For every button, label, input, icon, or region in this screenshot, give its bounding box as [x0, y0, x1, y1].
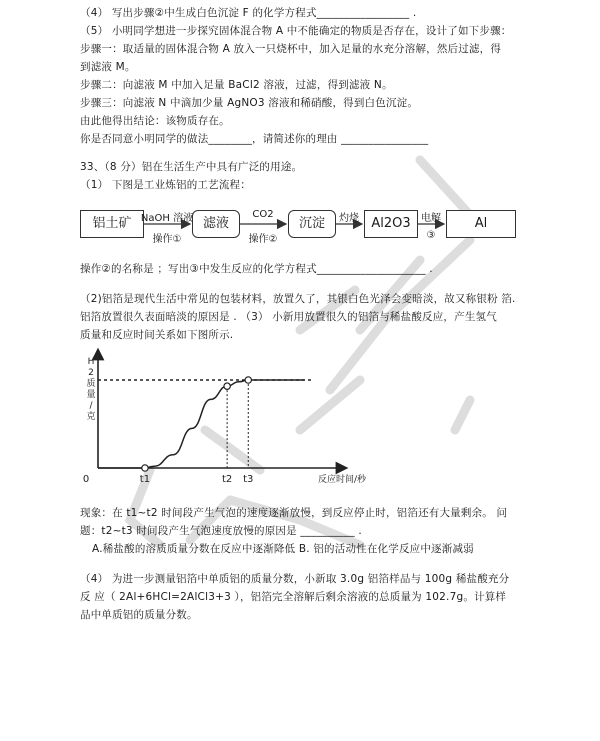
options-line: A.稀盐酸的溶质质量分数在反应中逐渐降低 B. 铝的活动性在化学反应中逐渐减弱 — [92, 543, 474, 555]
arrow-1-operation: 操作① — [152, 234, 182, 245]
arrow-1-reagent: NaOH 溶液 — [140, 213, 194, 224]
q4b-line-b: 反 应（ 2Al+6HCl=2AlCl3+3 ），铝箔完全溶解后剩余溶液的总质量为 102.7g。计算样 — [80, 591, 507, 603]
conclusion-line: 由此他得出结论：该物质存在。 — [80, 115, 230, 127]
x-tick-label: t3 — [243, 474, 254, 485]
p2-line-a: （2)铝箔是现代生活中常见的包装材料，放置久了，其银白色光泽会变暗淡，故又称银粉 箔. — [80, 293, 516, 305]
x-tick-label: 0 — [82, 474, 90, 485]
step2-line: 步骤二：向滤液 M 中加入足量 BaCl2 溶液，过滤，得到滤液 N。 — [80, 79, 393, 91]
arrow-4-condition: 电解 — [421, 213, 441, 224]
phenomenon-line: 现象：在 t1~t2 时间段产生气泡的速度逐渐放慢，到反应停止时，铝箔还有大量剩余。 问 — [80, 507, 508, 519]
q4b-line-c: 品中单质铝的质量分数。 — [80, 609, 198, 621]
p2-line-b: 铝箔放置很久表面暗淡的原因是 . （3） 小新用放置很久的铝箔与稀盐酸反应，产生氢气 — [80, 311, 497, 323]
q33-line: 33、（8 分）铝在生活生产中具有广泛的用途。 — [80, 161, 303, 173]
flow-box-precipitate: 沉淀 — [288, 210, 336, 238]
step1-line-a: 步骤一：取适量的固体混合物 A 放入一只烧杯中，加入足量的水充分溶解，然后过滤，得 — [80, 43, 502, 55]
agree-line: 你是否同意小明同学的做法________，请简述你的理由 ________________ — [80, 133, 429, 145]
question-t2t3-line: 题：t2~t3 时间段产生气泡速度放慢的原因是 __________ . — [80, 525, 362, 537]
h2-mass-curve — [98, 380, 305, 468]
data-point — [245, 377, 251, 383]
arrow-4-step: ③ — [426, 230, 436, 241]
step1-line-b: 到滤液 M。 — [80, 61, 136, 73]
x-axis-label: 反应时间/秒 — [318, 475, 367, 485]
q4-line: （4） 写出步骤②中生成白色沉淀 F 的化学方程式_________________ . — [80, 7, 417, 19]
x-tick-label: t2 — [221, 474, 233, 485]
arrow-2-operation: 操作② — [248, 234, 278, 245]
flow-box-filtrate: 滤液 — [192, 210, 240, 238]
y-axis-label: H 2 质量/克 — [86, 357, 96, 422]
q4b-line-a: （4） 为进一步测量铝箔中单质铝的质量分数，小新取 3.0g 铝箔样品与 100g 稀盐酸充分 — [80, 573, 510, 585]
arrow-2-reagent: CO2 — [252, 209, 274, 220]
q5-line: （5） 小明同学想进一步探究固体混合物 A 中不能确定的物质是否存在，设计了如下步骤： — [80, 25, 512, 37]
op2-line: 操作②的名称是 ；写出③中发生反应的化学方程式____________________ . — [80, 263, 433, 275]
flow-box-alumina: Al2O3 — [364, 210, 418, 238]
step3-line: 步骤三：向滤液 N 中滴加少量 AgNO3 溶液和稀硝酸，得到白色沉淀。 — [80, 97, 419, 109]
q33-1-line: （1） 下图是工业炼铝的工艺流程： — [80, 179, 251, 191]
arrow-3-condition: 灼烧 — [339, 213, 359, 224]
flow-box-bauxite: 铝土矿 — [80, 210, 144, 238]
data-point — [142, 465, 148, 471]
flow-box-aluminum: Al — [446, 210, 516, 238]
p2-line-c: 质量和反应时间关系如下图所示. — [80, 329, 234, 341]
data-point — [224, 383, 230, 389]
x-tick-label: t1 — [139, 474, 151, 485]
